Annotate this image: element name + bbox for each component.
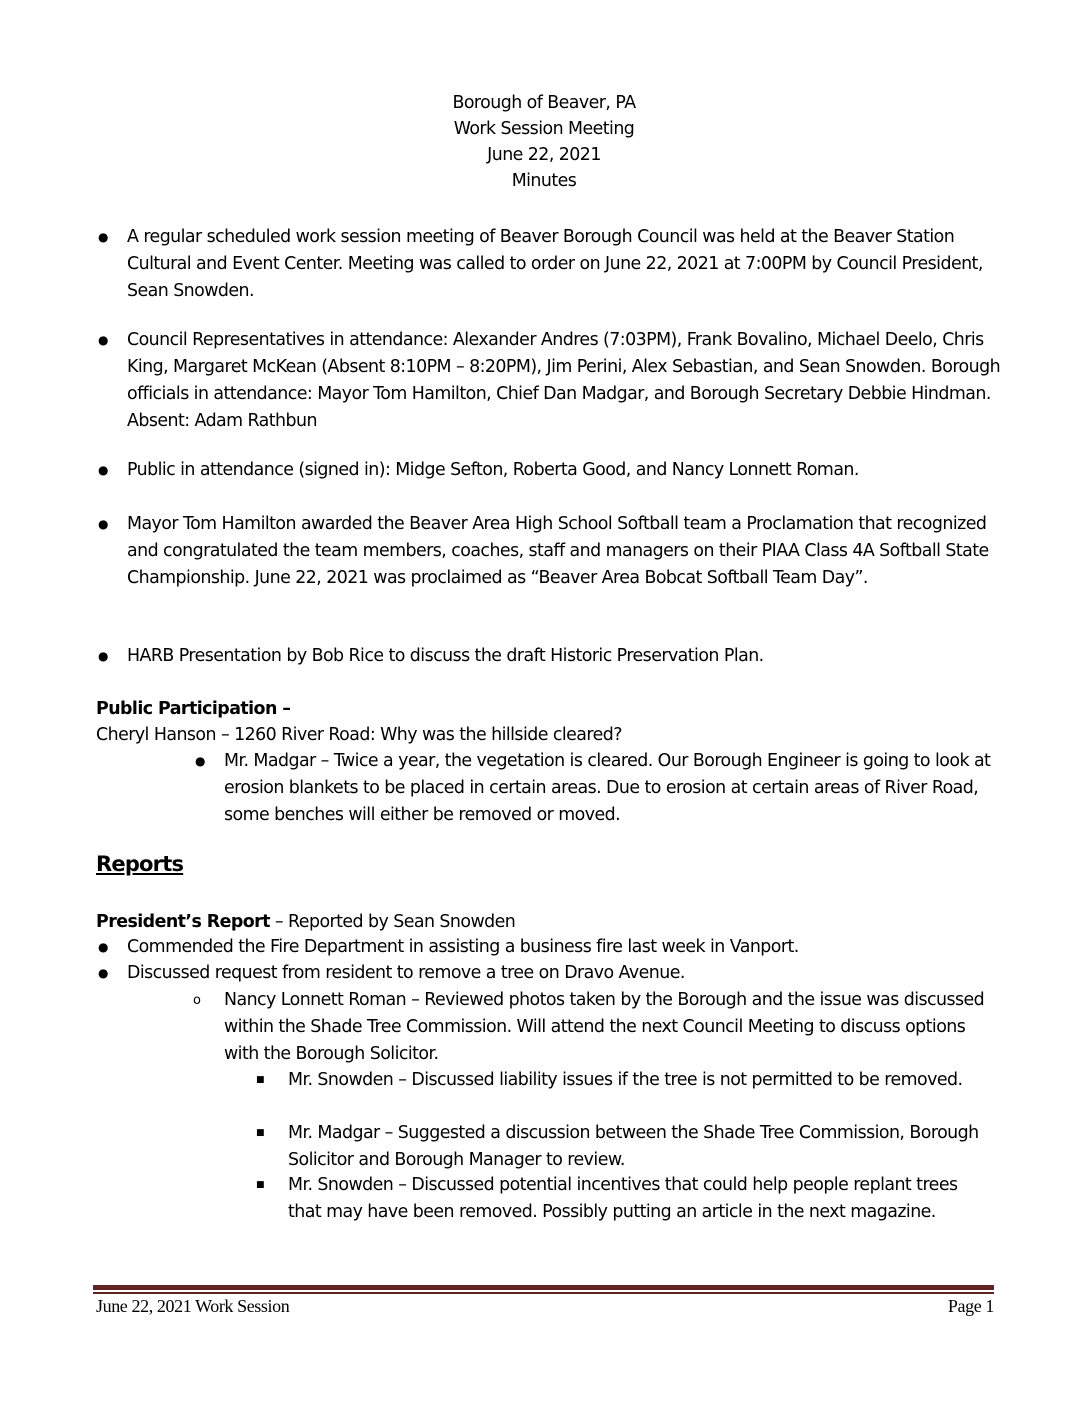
bullet-icon: ● [98,333,108,347]
bullet-icon: ● [98,463,108,477]
meeting-name: Work Session Meeting [453,119,635,139]
presidents-report-sub-item: Nancy Lonnett Roman – Reviewed photos taken by the Borough and the issue was discussed within the Shade Tree Commission. Will attend the next Council Meeting to discuss options with the Borough Solicitor. [224,990,985,1064]
presidents-report-item: Commended the Fire Department in assisting a business fire last week in Vanport. [127,937,799,957]
square-bullet-icon: ■ [256,1180,264,1190]
intro-item-attendance: Council Representatives in attendance: Alexander Andres (7:03PM), Frank Bovalino, Michael Deelo, Chris King, Margaret McKean (Absent 8:10PM – 8:20PM), Jim Perini, Alex Sebastian, and Sean Snowden. Borough officials in attendance: Mayor Tom Hamilton, Chief Dan Madgar, and Borough Secretary Debbie Hindman. Absent: Adam Rathbun [127,330,1001,431]
footer-title: June 22, 2021 Work Session [96,1296,290,1316]
bullet-icon: ● [98,940,108,954]
presidents-report-reporter: – Reported by Sean Snowden [269,912,516,932]
intro-item-call-to-order: A regular scheduled work session meeting of Beaver Borough Council was held at the Beaver Station Cultural and Event Center. Meeting was called to order on June 22, 2021 at 7:00PM by Council President, Sean Snowden. [127,227,983,301]
bullet-icon: ● [98,230,108,244]
bullet-icon: ● [98,517,108,531]
public-participation-heading: Public Participation – [96,699,291,719]
bullet-icon: ● [98,649,108,663]
bullet-icon: ● [98,966,108,980]
square-bullet-icon: ■ [256,1075,264,1085]
page-number: Page 1 [947,1296,994,1316]
org-name: Borough of Beaver, PA [452,93,636,113]
intro-item-proclamation: Mayor Tom Hamilton awarded the Beaver Area High School Softball team a Proclamation that recognized and congratulated the team members, coaches, staff and managers on their PIAA Class 4A Softball State Championship. June 22, 2021 was proclaimed as “Beaver Area Bobcat Softball Team Day”. [127,514,989,588]
bullet-icon: ● [195,754,205,768]
presidents-report-title: President’s Report [96,912,270,932]
footer-rule [93,1285,994,1290]
presidents-report-item: Discussed request from resident to remove a tree on Dravo Avenue. [127,963,685,983]
public-participation-speaker: Cheryl Hanson – 1260 River Road: Why was the hillside cleared? [96,725,622,745]
square-bullet-icon: ■ [256,1128,264,1138]
footer-rule-thin [93,1292,994,1294]
document-type: Minutes [511,171,577,191]
public-participation-response: Mr. Madgar – Twice a year, the vegetation is cleared. Our Borough Engineer is going to look at erosion blankets to be placed in certain areas. Due to erosion at certain areas of River Road, some benches will either be removed or moved. [224,751,991,825]
presidents-report-sub-sub-item: Mr. Snowden – Discussed potential incentives that could help people replant trees that may have been removed. Possibly putting an article in the next magazine. [288,1175,958,1222]
presidents-report-sub-sub-item: Mr. Madgar – Suggested a discussion between the Shade Tree Commission, Borough Solicitor and Borough Manager to review. [288,1123,979,1170]
hollow-bullet-icon: o [193,993,201,1008]
intro-item-harb: HARB Presentation by Bob Rice to discuss the draft Historic Preservation Plan. [127,646,764,666]
intro-item-public: Public in attendance (signed in): Midge Sefton, Roberta Good, and Nancy Lonnett Roman. [127,460,859,480]
meeting-date: June 22, 2021 [487,145,601,165]
presidents-report-sub-sub-item: Mr. Snowden – Discussed liability issues if the tree is not permitted to be removed. [288,1070,963,1090]
document-title-block [0,90,1088,194]
presidents-report-heading [96,909,515,936]
reports-heading: Reports [96,852,184,876]
